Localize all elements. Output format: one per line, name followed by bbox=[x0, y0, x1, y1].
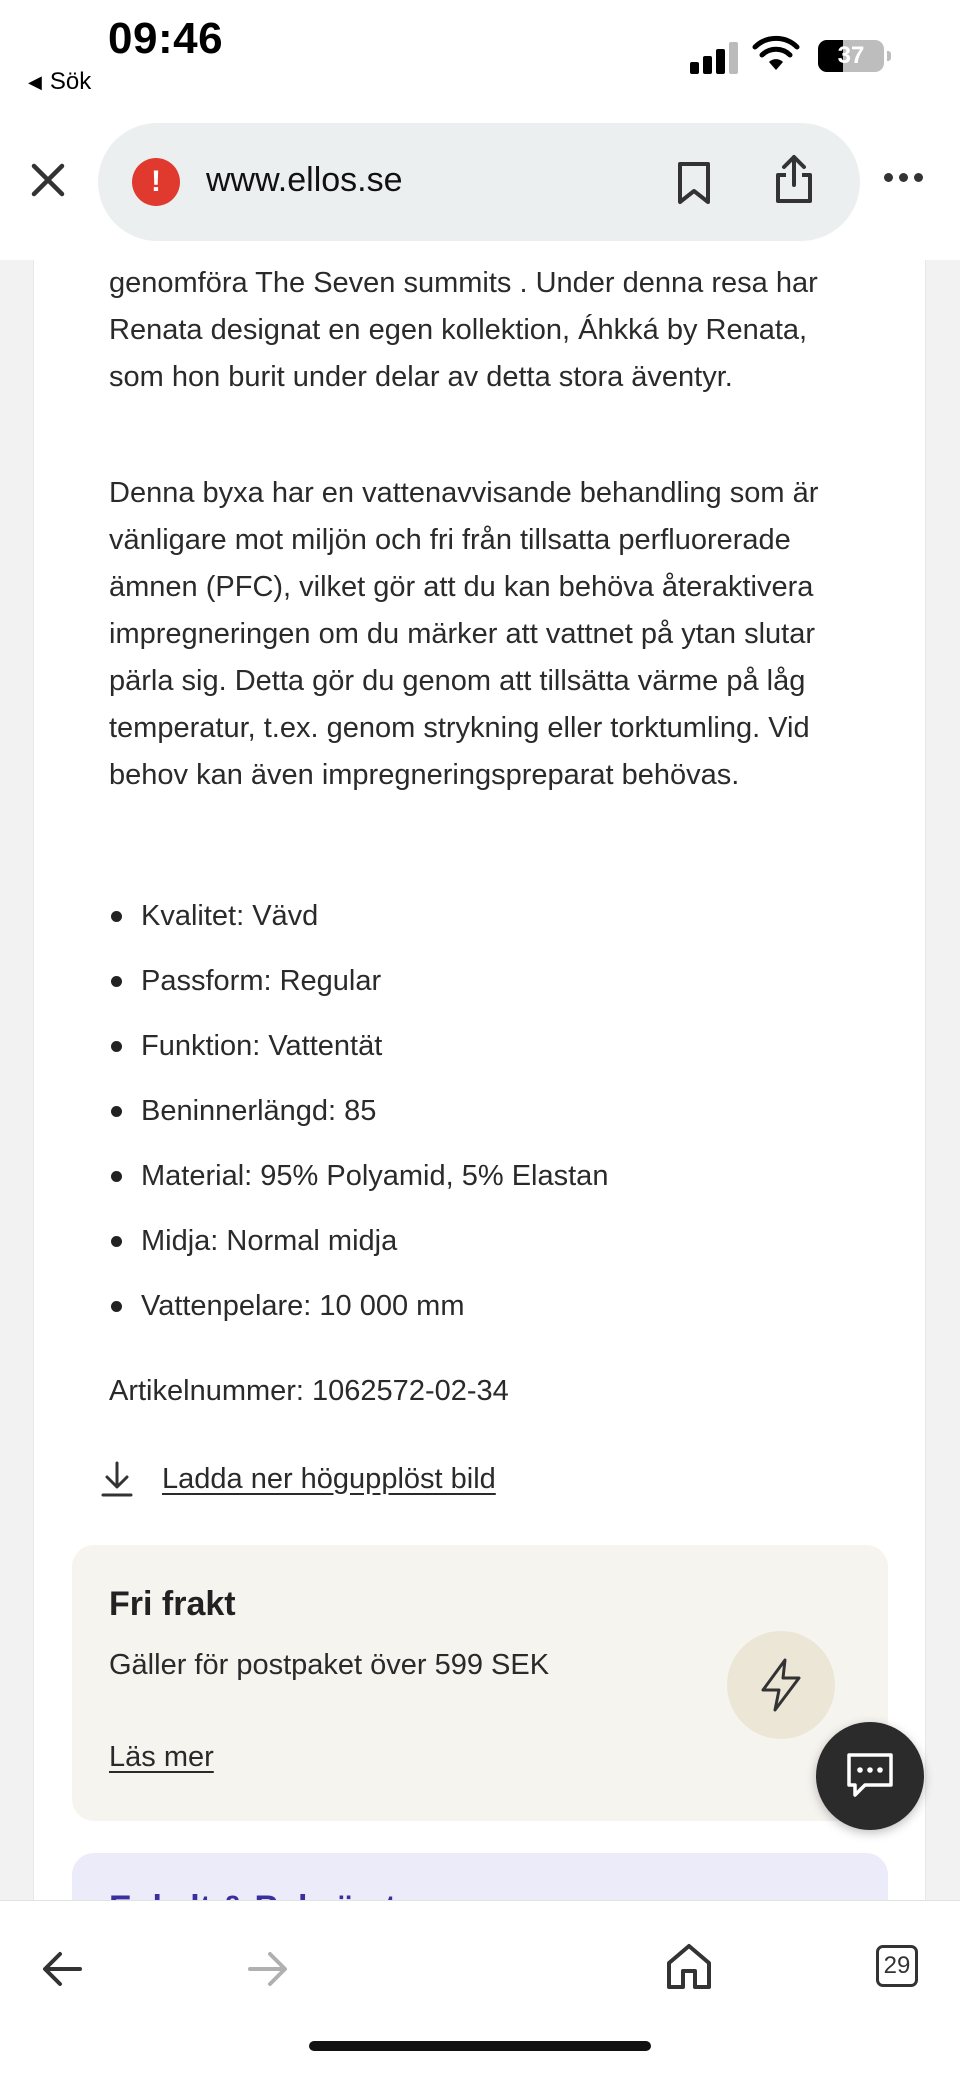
read-more-link[interactable]: Läs mer bbox=[109, 1741, 214, 1773]
clock: 09:46 bbox=[108, 14, 224, 63]
battery-level: 37 bbox=[837, 42, 865, 69]
lightning-icon bbox=[727, 1631, 835, 1739]
chat-button[interactable] bbox=[816, 1722, 924, 1830]
wifi-icon bbox=[752, 36, 800, 72]
download-image-link[interactable] bbox=[100, 1460, 496, 1498]
back-arrow-icon[interactable] bbox=[40, 1949, 84, 1989]
free-shipping-card bbox=[72, 1545, 888, 1821]
battery-icon bbox=[818, 40, 884, 72]
more-options-icon[interactable] bbox=[884, 173, 923, 182]
download-icon bbox=[100, 1460, 134, 1498]
tabs-count-button[interactable]: 29 bbox=[876, 1945, 918, 1987]
bookmark-icon[interactable] bbox=[676, 161, 712, 205]
url-text[interactable]: www.ellos.se bbox=[206, 161, 403, 199]
product-attributes-list bbox=[109, 896, 869, 1351]
chat-icon bbox=[843, 1751, 897, 1801]
home-indicator bbox=[309, 2041, 651, 2051]
attribute-waist: Midja: Normal midja bbox=[109, 1221, 869, 1286]
download-link-label[interactable]: Ladda ner högupplöst bild bbox=[162, 1462, 496, 1495]
promo-title: Fri frakt bbox=[109, 1585, 236, 1623]
forward-arrow-icon[interactable] bbox=[246, 1949, 290, 1989]
share-icon[interactable] bbox=[774, 153, 814, 205]
attribute-quality: Kvalitet: Vävd bbox=[109, 896, 869, 961]
attribute-water-column: Vattenpelare: 10 000 mm bbox=[109, 1286, 869, 1351]
promo-subtitle: Gäller för postpaket över 599 SEK bbox=[109, 1649, 550, 1681]
home-icon[interactable] bbox=[664, 1941, 714, 1991]
attribute-inseam: Beninnerlängd: 85 bbox=[109, 1091, 869, 1156]
security-warning-icon[interactable]: ! bbox=[132, 158, 180, 206]
product-description bbox=[33, 260, 926, 1900]
close-icon[interactable] bbox=[28, 160, 68, 200]
attribute-function: Funktion: Vattentät bbox=[109, 1026, 869, 1091]
back-triangle-icon: ◀ bbox=[28, 71, 42, 92]
browser-toolbar bbox=[0, 1900, 960, 2077]
back-to-app[interactable] bbox=[28, 68, 91, 96]
cellular-signal-icon bbox=[690, 42, 740, 74]
article-number: Artikelnummer: 1062572-02-34 bbox=[109, 1375, 509, 1407]
intro-paragraph: genomföra The Seven summits . Under denna resa har Renata designat en egen kollektion, Áhkká by Renata, som hon burit under delar av detta stora äventyr. bbox=[109, 267, 818, 393]
back-app-label: Sök bbox=[49, 68, 92, 95]
address-bar[interactable] bbox=[98, 123, 860, 241]
attribute-material: Material: 95% Polyamid, 5% Elastan bbox=[109, 1156, 869, 1221]
care-paragraph: Denna byxa har en vattenavvisande behandling som är vänligare mot miljön och fri från tillsatta perfluorerade ämnen (PFC), vilket gör att du kan behöva återaktivera impregneringen om du märker att vattnet på ytan slutar pärla sig. Detta gör du genom att tillsätta värme på låg temperatur, t.ex. genom strykning eller torktumling. Vid behov kan även impregneringspreparat behövas. bbox=[109, 477, 819, 791]
browser-address-area bbox=[0, 115, 960, 260]
status-bar bbox=[0, 0, 960, 115]
attribute-fit: Passform: Regular bbox=[109, 961, 869, 1026]
